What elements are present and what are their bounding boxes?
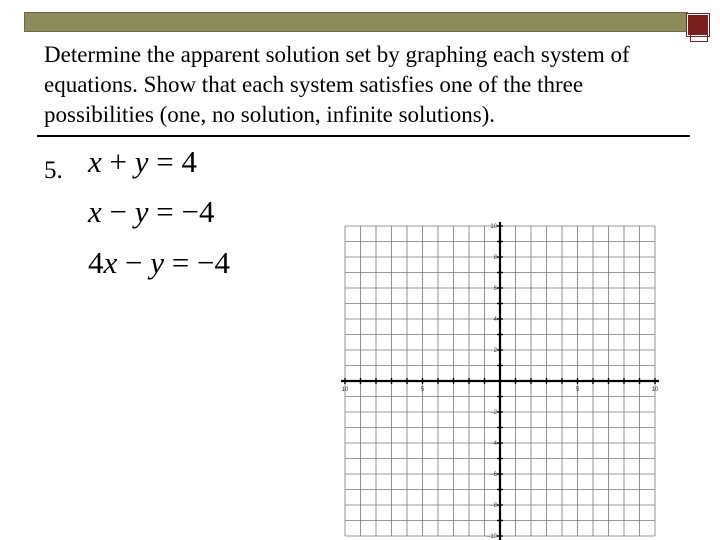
slide-top-bar [24,12,688,32]
equation-3-rhs: = −4 [164,245,230,280]
equation-2-operator: − [101,194,135,229]
coordinate-grid-svg [335,220,665,540]
title-divider [37,135,690,137]
y-tick-label: 2 [493,348,497,354]
equation-1-term-x: x [88,144,102,179]
y-tick-label: –2 [490,410,497,416]
y-tick-label: 10 [490,224,497,230]
equation-1 [88,144,197,180]
equation-2-term-x: x [88,194,102,229]
equation-1-operator: + [101,144,135,179]
y-tick-label: –10 [486,534,497,540]
equation-3-coefficient: 4 [88,245,104,280]
y-tick-label: 8 [493,255,497,261]
equation-2-rhs: = −4 [148,194,215,229]
y-tick-label: –4 [490,441,497,447]
y-tick-label: –6 [490,472,497,478]
equation-1-term-y: y [134,144,149,179]
equation-3-term-x: x [103,245,118,280]
y-tick-label: –8 [490,503,497,509]
y-tick-label: 4 [493,317,497,323]
instructions-text: Determine the apparent solution set by graphing each system of equations. Show that each system satisfies one of the three possibilities (one, no solution, infinite solutions). [44,42,630,127]
x-tick-label: 10 [341,387,349,393]
equation-1-rhs: = 4 [148,144,197,179]
equation-3-term-y: y [150,245,165,280]
equation-2-term-y: y [134,194,149,229]
slide-corner-accent-outline [690,28,708,42]
x-tick-label: 5 [575,387,580,393]
equation-3 [88,245,230,281]
x-tick-label: 10 [651,387,659,393]
problem-number: 5. [44,157,63,184]
y-tick-label: 6 [493,286,497,292]
equation-2 [88,194,214,230]
coordinate-grid [335,220,665,540]
x-tick-label: 5 [420,387,425,393]
equation-3-operator: − [117,245,151,280]
